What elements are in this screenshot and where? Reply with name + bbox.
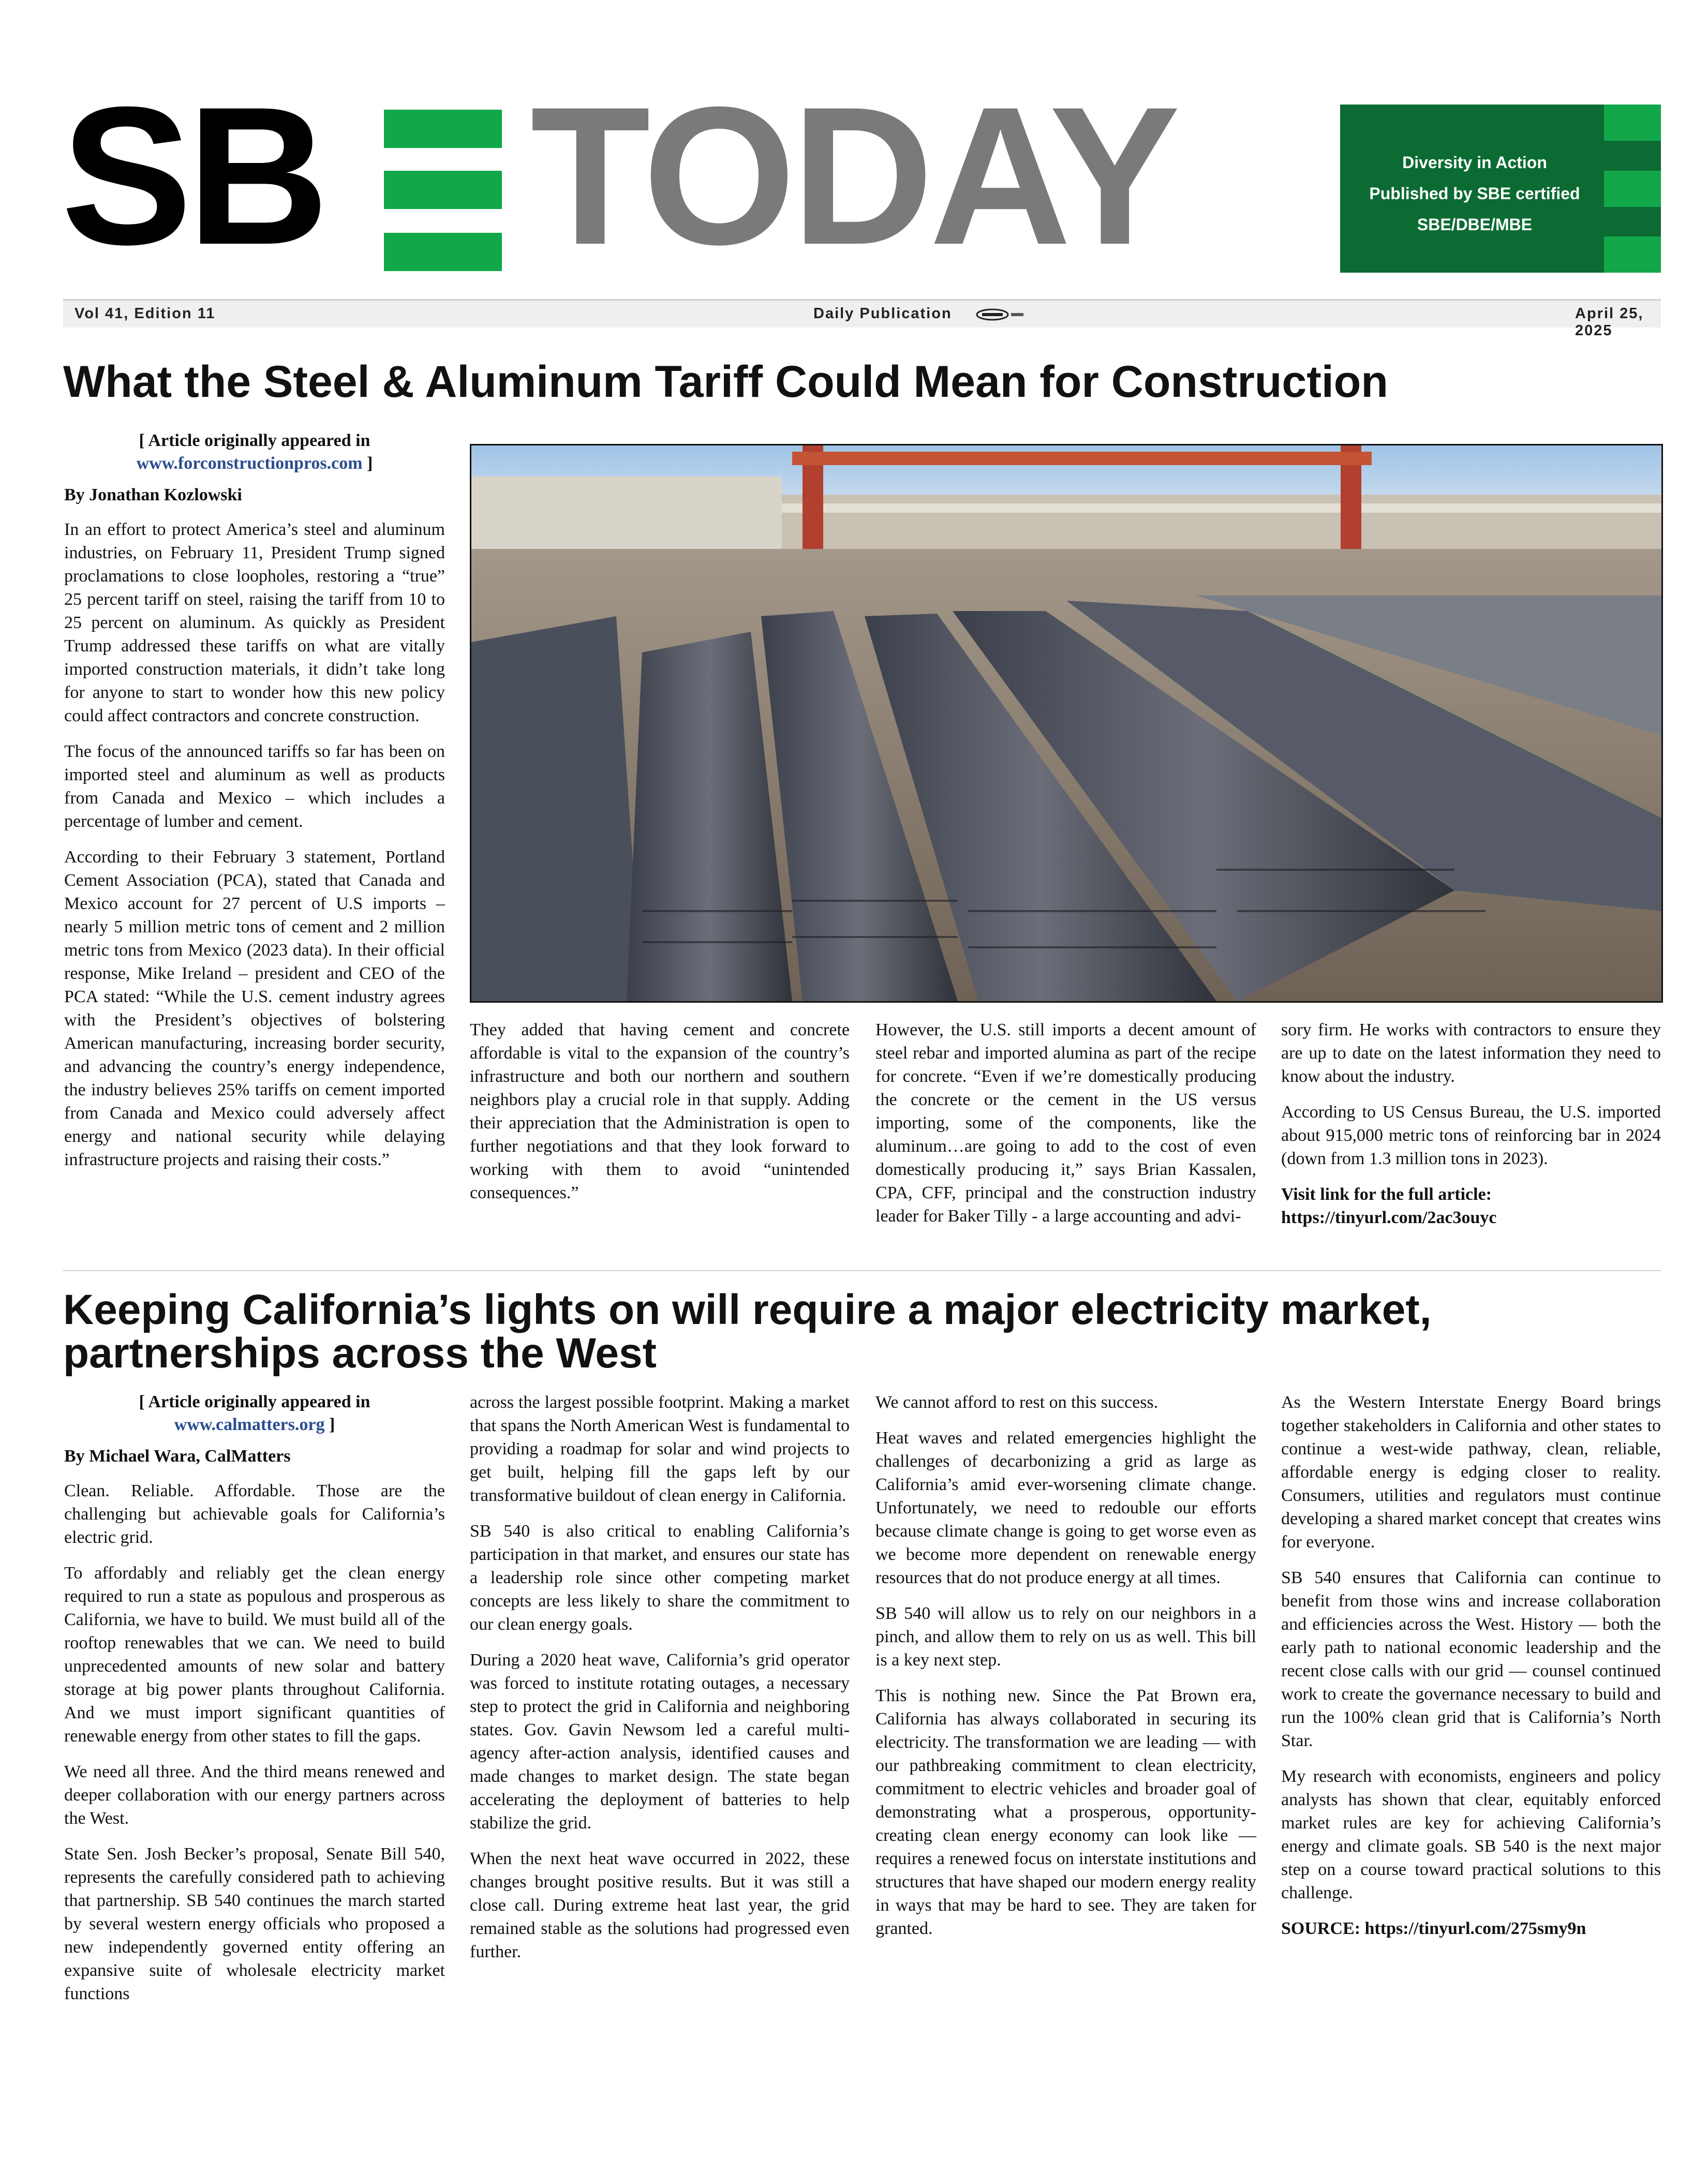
article2-paragraph: across the largest possible footprint. Making a market that spans the North American West is fundamental to providing a roadmap for solar and wind projects to get built, helping fill the gaps left by our transformative buildout of clean energy in California. [470, 1393, 850, 1505]
article2-paragraph: We need all three. And the third means renewed and deeper collaboration with our energy partners across the West. [64, 1762, 445, 1828]
article1-source-link[interactable]: www.forconstructionpros.com [136, 454, 363, 473]
article2-paragraph: To affordably and reliably get the clean energy required to run a state as populous and prosperous as California, we have to build. We must build all of the rooftop renewables that we can. We need to build unprecedented amounts of new solar and battery storage at big power plants throughout California. And we must import significant quantities of renewable energy from other states to fill the gaps. [64, 1564, 445, 1746]
info-bar [63, 299, 1661, 339]
steel-beams-photo-icon [471, 445, 1661, 1001]
article1-paragraph: The focus of the announced tariffs so far has been on imported steel and aluminum as well as products from Canada and Mexico – which includes a percentage of lumber and cement. [64, 742, 445, 831]
volume-edition: Vol 41, Edition 11 [75, 305, 216, 322]
article2-column-4 [1281, 1391, 1661, 1940]
article2-paragraph: My research with economists, engineers and policy analysts has shown that clear, equitably enforced market rules are key for achieving California’s energy and climate goals. SB 540 is the next major step on a course toward practical solutions to this challenge. [1281, 1767, 1661, 1902]
masthead-e-logo-icon [384, 110, 502, 271]
article1-paragraph: However, the U.S. still imports a decent amount of steel rebar and imported alumina as part of the recipe for concrete. “Even if we’re domestically producing the concrete or the cement in the US versus importing, some of the components, like the aluminum…are going to add to the cost of even domestically producing it,” says Brian Kassalen, CPA, CFF, principal and the construction industry leader for Baker Tilly - a large accounting and advi- [875, 1020, 1256, 1226]
article1-paragraph: sory firm. He works with contractors to ensure they are up to date on the latest information they need to know about the industry. [1281, 1020, 1661, 1086]
article2-paragraph: When the next heat wave occurred in 2022, these changes brought positive results. But it was still a close call. During extreme heat last year, the grid remained stable as the solutions had progressed even further. [470, 1849, 850, 1961]
article1-full-article-link[interactable]: https://tinyurl.com/2ac3ouyc [1281, 1208, 1497, 1227]
article2-paragraph: During a 2020 heat wave, California’s grid operator was forced to institute rotating outages, a necessary step to protect the grid in California and neighboring states. Gov. Gavin Newsom led a careful multi-agency after-action analysis, identified causes and made changes to market design. The state began accelerating the deployment of batteries to help stabilize the grid. [470, 1650, 850, 1833]
masthead-tagline-box [1340, 105, 1661, 273]
tagline-line-1: Diversity in Action [1402, 153, 1547, 172]
article1-column-1 [64, 429, 445, 1184]
article2-source-link[interactable]: www.calmatters.org [174, 1415, 325, 1434]
article2-headline [63, 1288, 1615, 1375]
article2-paragraph: Heat waves and related emergencies highlight the challenges of decarbonizing a grid as large as California’s amid ever-worsening climate change. Unfortunately, we need to redouble our efforts because climate change is going to get worse even as we become more dependent on renewable energy resources that do not produce energy at all times. [875, 1428, 1256, 1587]
article2-paragraph: SB 540 will allow us to rely on our neighbors in a pinch, and allow them to rely on us as well. This bill is a key next step. [875, 1604, 1256, 1670]
article1-note-prefix: [ Article originally appeared in [139, 431, 370, 450]
article2-note-prefix: [ Article originally appeared in [139, 1392, 370, 1411]
article1-link-label: Visit link for the full article: [1281, 1185, 1492, 1204]
article2-source-link-text[interactable]: SOURCE: https://tinyurl.com/275smy9n [1281, 1919, 1586, 1938]
article1-source-note [64, 429, 445, 475]
seal-logo-icon [970, 308, 1028, 321]
article1-column-3 [875, 1018, 1256, 1240]
steel-beams-photo [470, 444, 1663, 1003]
article2-source-note [64, 1391, 445, 1436]
article2-paragraph: State Sen. Josh Becker’s proposal, Senate Bill 540, represents the carefully considered path to achieving that partnership. SB 540 continues the march started by several western energy officials who proposed a new independently governed entity offering an expansive suite of wholesale electricity market functions [64, 1844, 445, 2003]
article1-byline: By Jonathan Kozlowski [64, 485, 242, 504]
article1-paragraph: According to US Census Bureau, the U.S. imported about 915,000 metric tons of reinforcing bar in 2024 (down from 1.3 million tons in 2023). [1281, 1103, 1661, 1168]
article1-paragraph: In an effort to protect America’s steel and aluminum industries, on February 11, President Trump signed proclamations to close loopholes, restoring a “true” 25 percent tariff on steel, raising the tariff from 10 to 25 percent on aluminum. As quickly as President Trump addressed these tariffs on what are vitally imported construction materials, it didn’t take long for anyone to start to wonder how this new policy could affect contractors and concrete construction. [64, 520, 445, 725]
masthead-today: TODAY [530, 66, 1177, 286]
article1-column-4 [1281, 1018, 1661, 1229]
masthead-sb: SB [61, 66, 324, 286]
article1-headline: What the Steel & Aluminum Tariff Could Mean for Construction [63, 357, 1388, 407]
article2-column-3 [875, 1391, 1256, 1953]
article2-paragraph: As the Western Interstate Energy Board brings together stakeholders in California and other states to continue a west-wide pathway, clean, reliable, affordable energy is edging closer to reality. Consumers, utilities and regulators must continue developing a shared market concept that creates wins for everyone. [1281, 1393, 1661, 1552]
article1-paragraph: They added that having cement and concrete affordable is vital to the expansion of the country’s infrastructure and both our northern and southern neighbors play a crucial role in that supply. Adding their appreciation that the Administration is open to further negotiations and that they look forward to working with them to avoid “unintended consequences.” [470, 1020, 850, 1202]
article2-headline-line-2: partnerships across the West [63, 1330, 657, 1377]
article2-column-2 [470, 1391, 850, 1976]
article1-note-suffix: ] [362, 454, 373, 473]
article2-paragraph: SB 540 ensures that California can continue to benefit from those wins and increase collaboration and efficiencies across the West. History — both the early path to national economic leadership and the recent close calls with our grid — counsel continued work to create the governance necessary to build and run the 100% clean grid that is California’s North Star. [1281, 1568, 1661, 1750]
section-divider [63, 1270, 1661, 1271]
article2-paragraph: SB 540 is also critical to enabling California’s participation in that market, and ensures our state has a leadership role since other competing market concepts are less likely to share the commitment to our clean energy goals. [470, 1522, 850, 1634]
publication-frequency: Daily Publication [813, 305, 952, 322]
tagline-line-3: SBE/DBE/MBE [1417, 215, 1533, 234]
article2-byline: By Michael Wara, CalMatters [64, 1447, 291, 1466]
article2-paragraph: Clean. Reliable. Affordable. Those are the challenging but achievable goals for California’s electric grid. [64, 1481, 445, 1547]
article1-paragraph: According to their February 3 statement, Portland Cement Association (PCA), stated that Canada and Mexico account for 27 percent of U.S imports – nearly 5 million metric tons of cement and 2 million metric tons from Mexico (2023 data). In their official response, Mike Ireland – president and CEO of the PCA stated: “While the U.S. cement industry agrees with the President’s objectives of bolstering American manufacturing, increasing border security, and advancing the country’s energy independence, the industry believes 25% tariffs on cement imported from Canada and Mexico could adversely affect energy and national security while delaying infrastructure projects and raising their costs.” [64, 847, 445, 1169]
article2-paragraph: We cannot afford to rest on this success. [875, 1393, 1159, 1412]
article1-column-2 [470, 1018, 850, 1217]
article2-paragraph: This is nothing new. Since the Pat Brown era, California has always collaborated in securing its electricity. The transformation we are leading — with our pathbreaking commitment to clean electricity, commitment to electric vehicles and broader goal of demonstrating what a prosperous, opportunity-creating clean energy economy can look like — requires a renewed focus on interstate institutions and structures that have shaped our modern energy reality in ways that may be hard to see. They are taken for granted. [875, 1686, 1256, 1938]
tagline-line-2: Published by SBE certified [1369, 184, 1580, 203]
article2-headline-line-1: Keeping California’s lights on will require a major electricity market, [63, 1286, 1432, 1333]
article2-note-suffix: ] [324, 1415, 335, 1434]
issue-date: April 25, 2025 [1575, 305, 1644, 339]
article2-column-1 [64, 1391, 445, 2018]
